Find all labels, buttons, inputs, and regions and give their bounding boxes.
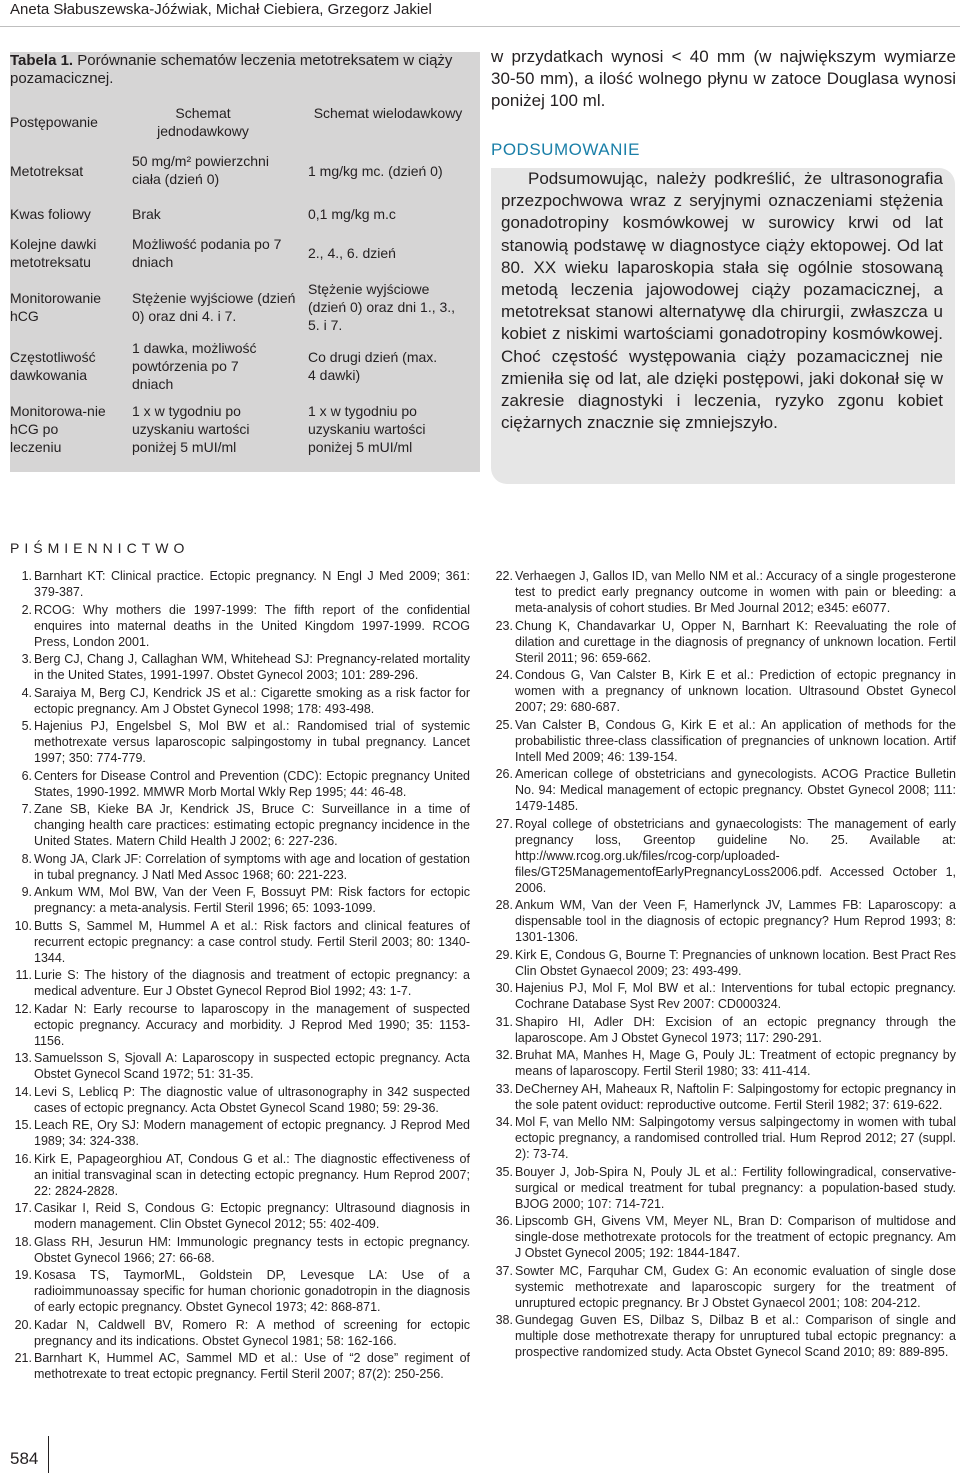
reference-item	[10, 1050, 470, 1082]
reference-item	[491, 1047, 956, 1079]
reference-item	[10, 1317, 470, 1349]
reference-text: Verhaegen J, Gallos ID, van Mello NM et al.: Accuracy of a single progesterone test to predict early pregnancy outcome in women with pain or bleeding: a meta-analysis of cohort studies. Br Med Journal 2012; e345: e6077.	[515, 569, 956, 615]
reference-item	[10, 884, 470, 916]
reference-item	[10, 718, 470, 766]
table-cell-r5c0: Monitorowa-nie hCG po leczeniu	[10, 403, 106, 455]
reference-item	[10, 685, 470, 717]
reference-number: 33.	[495, 1081, 513, 1096]
reference-number: 1.	[21, 569, 32, 583]
section-heading-summary: PODSUMOWANIE	[491, 140, 640, 159]
table-cell-r4c2: Co drugi dzień (max. 4 dawki)	[308, 349, 438, 383]
table-cell-r5c1: 1 x w tygodniu po uzyskaniu wartości poniżej 5 mUI/ml	[132, 403, 250, 455]
reference-number: 17.	[14, 1201, 32, 1215]
reference-text: Royal college of obstetricians and gynaecologists: The management of early pregnancy loss, Greentop guideline No. 25. Available at: http://www.rcog.org.uk/files/rcog-corp/uploaded-files/GT25ManagementofEarlyPregnancyLoss2006.pdf. Accessed October 1, 2006.	[515, 816, 956, 895]
reference-number: 22.	[495, 569, 513, 583]
reference-number: 12.	[14, 1001, 32, 1016]
reference-text: DeCherney AH, Maheaux R, Naftolin F: Salpingostomy for ectopic pregnancy in the sole patent oviduct: reproductive outcome. Fertil Steril 1982; 37: 619-622.	[515, 1081, 956, 1112]
reference-item	[491, 947, 956, 979]
summary-box	[491, 168, 955, 484]
table-cell-r2c0: Kolejne dawki metotreksatu	[10, 236, 97, 270]
reference-item	[10, 568, 470, 600]
reference-text: Kirk E, Condous G, Bourne T: Pregnancies of unknown location. Best Pract Res Clin Obstet Gynaecol 2009; 23: 493-499.	[515, 947, 956, 978]
table-cell-r3c0: Monitorowanie hCG	[10, 290, 102, 324]
reference-text: Ankum WM, Mol BW, Van der Veen F, Bossuyt PM: Risk factors for ectopic pregnancy: a meta-analysis. Fertil Steril 1996; 65: 1093-1099.	[34, 885, 470, 915]
reference-text: Butts S, Sammel M, Hummel A et al.: Risk factors and clinical features of recurrent ectopic pregnancy: a case control study. Fertil Steril 2003; 80: 1340-1344.	[34, 918, 470, 965]
reference-item	[10, 1234, 470, 1266]
running-header-authors: Aneta Słabuszewska-Jóźwiak, Michał Ciebiera, Grzegorz Jakiel	[10, 1, 432, 18]
reference-text: Hajenius PJ, Engelsbel S, Mol BW et al.: Randomised trial of systemic methotrexate versus laparoscopic salpingostomy in tubal pregnancy. Lancet 1997; 350: 774-779.	[34, 719, 470, 765]
table-cell-r2c2: 2., 4., 6. dzień	[308, 245, 396, 261]
table-cell-r3c1: Stężenie wyjściowe (dzień 0) oraz dni 4. i 7.	[132, 290, 296, 324]
reference-number: 14.	[14, 1084, 32, 1099]
page-number: 584	[10, 1449, 39, 1468]
reference-item	[10, 1117, 470, 1149]
reference-text: Zane SB, Kieke BA Jr, Kendrick JS, Bruce C: Surveillance in a time of changing health care practices: estimating ectopic pregnancy incidence in the United States. Matern Child Health J 2002; 6: 227-236.	[34, 802, 470, 848]
table-cell-r4c1: 1 dawka, możliwość powtórzenia po 7 dniach	[132, 340, 257, 392]
reference-number: 16.	[14, 1151, 32, 1166]
table-cell-r1c0: Kwas foliowy	[10, 206, 91, 222]
reference-number: 7.	[21, 802, 32, 816]
reference-item	[10, 1001, 470, 1049]
reference-number: 3.	[21, 652, 32, 666]
reference-item	[10, 1200, 470, 1232]
reference-number: 28.	[495, 898, 513, 912]
reference-number: 24.	[495, 668, 513, 682]
references-list-left	[10, 568, 470, 1384]
reference-number: 26.	[495, 767, 513, 781]
reference-item	[491, 980, 956, 1012]
reference-text: Sowter MC, Farquhar CM, Gudex G: An economic evaluation of single dose systemic methotrexate and laparoscopic surgery for the treatment of unruptured ectopic pregnancy. Br J Obstet Gynaecol 2001; 108: 204-212.	[515, 1263, 956, 1310]
reference-item	[491, 568, 956, 616]
table-cell-r2c1: Możliwość podania po 7 dniach	[132, 236, 282, 270]
reference-text: Samuelsson S, Sjovall A: Laparoscopy in suspected ectopic pregnancy. Acta Obstet Gynecol Scand 1972; 51: 31-35.	[34, 1051, 470, 1081]
reference-text: Lurie S: The history of the diagnosis and treatment of ectopic pregnancy: a medical adventure. Eur J Obstet Gynecol Reprod Biol 1992; 43: 1-7.	[34, 968, 470, 998]
reference-text: Kadar N: Early recourse to laparoscopy in the management of suspected ectopic pregnancy. Accuracy and morbidity. J Reprod Med 1990; 35: 1153-1156.	[34, 1001, 470, 1048]
table-header-multi-dose: Schemat wielodawkowy	[313, 105, 463, 121]
reference-item	[10, 1151, 470, 1199]
reference-number: 5.	[21, 719, 32, 733]
reference-number: 27.	[495, 816, 513, 831]
reference-text: Bouyer J, Job-Spira N, Pouly JL et al.: Fertility followingradical, conservative-surgical or medical treatment for tubal pregnancy: a population-based study. BJOG 2000; 107: 714-721.	[515, 1164, 956, 1211]
reference-number: 35.	[495, 1164, 513, 1179]
reference-item	[10, 1350, 470, 1382]
reference-text: Wong JA, Clark JF: Correlation of symptoms with age and location of gestation in tubal pregnancy. J Natl Med Assoc 1968; 60: 221-223.	[34, 851, 470, 882]
reference-text: Barnhart KT: Clinical practice. Ectopic pregnancy. N Engl J Med 2009; 361: 379-387.	[34, 569, 470, 599]
reference-item	[10, 918, 470, 966]
reference-number: 25.	[495, 717, 513, 732]
reference-text: Kirk E, Papageorghiou AT, Condous G et al.: The diagnostic effectiveness of an initial transvaginal scan in detecting ectopic pregnancy. Hum Reprod 2007; 22: 2824-2828.	[34, 1151, 470, 1198]
reference-text: American college of obstetricians and gynecologists. ACOG Practice Bulletin No. 94: Medical management of ectopic pregnancy. Obstet Gynecol 2008; 111: 1479-1485.	[515, 767, 956, 813]
reference-number: 20.	[14, 1317, 32, 1332]
reference-number: 15.	[14, 1118, 32, 1132]
reference-item	[10, 801, 470, 849]
reference-number: 9.	[21, 885, 32, 899]
table-header-procedure: Postępowanie	[10, 114, 98, 130]
reference-text: Glass RH, Jesurun HM: Immunologic pregnancy tests in ectopic pregnancy. Obstet Gynecol 1966; 27: 66-68.	[34, 1234, 470, 1265]
references-heading: PIŚMIENNICTWO	[10, 540, 190, 556]
comparison-table	[10, 52, 480, 472]
table-cell-r3c2: Stężenie wyjściowe (dzień 0) oraz dni 1., 3., 5. i 7.	[308, 281, 456, 333]
table-cell-r0c1: 50 mg/m² powierzchni ciała (dzień 0)	[132, 153, 269, 187]
reference-text: Shapiro HI, Adler DH: Excision of an ectopic pregnancy through the laparoscope. Am J Obstet Gynecol 1973; 117: 290-291.	[515, 1014, 956, 1045]
reference-item	[10, 1267, 470, 1315]
reference-item	[491, 1213, 956, 1261]
reference-number: 36.	[495, 1214, 513, 1228]
reference-number: 29.	[495, 947, 513, 962]
reference-item	[491, 1312, 956, 1360]
reference-number: 6.	[21, 768, 32, 783]
reference-number: 32.	[495, 1048, 513, 1062]
reference-text: Leach RE, Ory SJ: Modern management of ectopic pregnancy. J Reprod Med 1989; 34: 324-338.	[34, 1118, 470, 1148]
reference-item	[491, 618, 956, 666]
reference-text: Kadar N, Caldwell BV, Romero R: A method of screening for ectopic pregnancy and its indications. Obstet Gynecol 1981; 58: 162-166.	[34, 1317, 470, 1348]
header-divider	[0, 26, 960, 27]
reference-item	[10, 768, 470, 800]
reference-text: Hajenius PJ, Mol F, Mol BW et al.: Interventions for tubal ectopic pregnancy. Cochrane Database Syst Rev 2007: CD000324.	[515, 981, 956, 1011]
reference-text: Saraiya M, Berg CJ, Kendrick JS et al.: Cigarette smoking as a risk factor for ectopic pregnancy. Am J Obstet Gynecol 1998; 178: 493-498.	[34, 685, 470, 716]
table-cell-r1c2: 0,1 mg/kg m.c	[308, 206, 396, 222]
reference-number: 21.	[14, 1351, 32, 1365]
reference-item	[491, 717, 956, 765]
table-caption	[10, 52, 472, 88]
body-paragraph-continuation: w przydatkach wynosi < 40 mm (w największym wymiarze 30-50 mm), a ilość wolnego płynu w zatoce Douglasa wynosi poniżej 100 ml.	[491, 47, 956, 110]
reference-number: 4.	[21, 685, 32, 700]
reference-item	[491, 897, 956, 945]
reference-number: 37.	[495, 1263, 513, 1278]
reference-text: Levi S, Leblicq P: The diagnostic value of ultrasonography in 342 suspected cases of ectopic pregnancy. Acta Obstet Gynecol Scand 1980; 59: 29-36.	[34, 1084, 470, 1115]
reference-text: Van Calster B, Condous G, Kirk E et al.: An application of methods for the probabilistic three-class classification of pregnancies of unknown location. Artif Intell Med 2009; 46: 139-154.	[515, 717, 956, 764]
reference-item	[10, 967, 470, 999]
reference-item	[491, 766, 956, 814]
reference-text: Chung K, Chandavarkar U, Opper N, Barnhart K: Reevaluating the role of dilation and curettage in the diagnosis of pregnancy of unknown location. Fertil Steril 2011; 96: 659-662.	[515, 618, 956, 665]
reference-text: Bruhat MA, Manhes H, Mage G, Pouly JL: Treatment of ectopic pregnancy by means of laparoscopy. Fertil Steril 1980; 33: 411-414.	[515, 1048, 956, 1078]
reference-item	[491, 1263, 956, 1311]
reference-text: Lipscomb GH, Givens VM, Meyer NL, Bran D: Comparison of multidose and single-dose methotrexate protocols for the treatment of ectopic pregnancy. Am J Obstet Gynecol 2005; 192: 1844-1847.	[515, 1214, 956, 1260]
reference-item	[491, 667, 956, 715]
reference-item	[10, 651, 470, 683]
reference-text: Berg CJ, Chang J, Callaghan WM, Whitehead SJ: Pregnancy-related mortality in the United States, 1991-1997. Obstet Gynecol 2003; 101: 289-296.	[34, 652, 470, 682]
reference-item	[491, 1081, 956, 1113]
reference-item	[10, 851, 470, 883]
reference-number: 10.	[14, 918, 32, 933]
table-cell-r0c0: Metotreksat	[10, 163, 84, 179]
reference-number: 23.	[495, 618, 513, 633]
reference-number: 34.	[495, 1115, 513, 1129]
reference-item	[10, 602, 470, 650]
reference-item	[10, 1084, 470, 1116]
reference-number: 31.	[495, 1014, 513, 1029]
reference-text: Gundegag Guven ES, Dilbaz S, Dilbaz B et al.: Comparison of single and multiple dose methotrexate therapy for unruptured tubal ectopic pregnancy: a prospective randomized study. Acta Obstet Gynecol Scand 2010; 89: 889-895.	[515, 1313, 956, 1359]
reference-text: RCOG: Why mothers die 1997-1999: The fifth report of the confidential enquires into maternal deaths in the United Kingdom 1997-1999. RCOG Press, London 2001.	[34, 602, 470, 649]
reference-text: Centers for Disease Control and Prevention (CDC): Ectopic pregnancy United States, 1990-1992. MMWR Morb Mortal Wkly Rep 1995; 44: 46-48.	[34, 768, 470, 799]
reference-number: 2.	[21, 602, 32, 617]
reference-item	[491, 816, 956, 896]
reference-item	[491, 1114, 956, 1162]
reference-text: Ankum WM, Van der Veen F, Hamerlynck JV, Lammes FB: Laparoscopy: a dispensable tool in the diagnosis of ectopic pregnancy? Hum Reprod 1993; 8: 1301-1306.	[515, 898, 956, 944]
table-cell-r1c1: Brak	[132, 206, 161, 222]
summary-paragraph: Podsumowując, należy podkreślić, że ultrasonografia przezpochwowa wraz z seryjnymi oznaczeniami stężenia gonadotropiny kosmówkowej w surowicy krwi od lat stanowią podstawę w diagnostyce ciąży ektopowej. Od lat 80. XX wieku laparoskopia stała się ogólnie stosowaną metodą leczenia jajowodowej ciąży pozamacicznej, a metotreksat stanowi alternatywę dla chirurgii, zwłaszcza u kobiet z niskimi wartościami gonadotropiny kosmówkowej. Choć częstość występowania ciąży pozamacicznej nie zmieniła się od lat, ale dzięki postępowi, jaki dokonał się w zakresie diagnostyki i leczenia, ryzyko zgonu kobiet ciężarnych znacznie się zmniejszyło.	[501, 169, 943, 433]
reference-item	[491, 1014, 956, 1046]
references-list-right	[491, 568, 956, 1362]
table-caption-label: Tabela 1.	[10, 52, 74, 69]
reference-text: Casikar I, Reid S, Condous G: Ectopic pregnancy: Ultrasound diagnosis in modern management. Clin Obstet Gynecol 2012; 55: 402-409.	[34, 1201, 470, 1231]
reference-text: Mol F, van Mello NM: Salpingotomy versus salpingectomy in women with tubal ectopic pregnancy, a randomised controlled trial. Hum Reprod 2012; 27 (suppl. 2): 73-74.	[515, 1115, 956, 1161]
table-cell-r0c2: 1 mg/kg mc. (dzień 0)	[308, 163, 443, 179]
table-header-single-dose: Schemat jednodawkowy	[157, 105, 249, 139]
table-cell-r4c0: Częstotliwość dawkowania	[10, 349, 96, 383]
reference-number: 38.	[495, 1313, 513, 1327]
reference-text: Kosasa TS, TaymorML, Goldstein DP, Levesque LA: Use of a radioimmunoassay specific for human chorionic gonadotropin in the diagnosis of early ectopic pregnancy. Obstet Gynecol 1973; 42: 868-871.	[34, 1268, 470, 1314]
footer-divider	[48, 1436, 49, 1473]
reference-number: 30.	[495, 981, 513, 995]
reference-number: 11.	[15, 968, 32, 982]
reference-number: 8.	[21, 851, 32, 866]
reference-item	[491, 1164, 956, 1212]
reference-number: 19.	[14, 1268, 32, 1282]
table-cell-r5c2: 1 x w tygodniu po uzyskaniu wartości poniżej 5 mUI/ml	[308, 403, 426, 455]
reference-text: Barnhart K, Hummel AC, Sammel MD et al.: Use of “2 dose” regiment of methotrexate to treat ectopic pregnancy. Fertil Steril 2007; 87(2): 250-256.	[34, 1351, 470, 1381]
table-caption-text: Porównanie schematów leczenia metotreksatem w ciąży pozamacicznej.	[10, 52, 453, 87]
reference-number: 13.	[14, 1051, 32, 1065]
reference-number: 18.	[14, 1234, 32, 1249]
reference-text: Condous G, Van Calster B, Kirk E et al.: Prediction of ectopic pregnancy in women with a pregnancy of unknown location. Ultrasound Obstet Gynecol 2007; 29: 680-687.	[515, 668, 956, 714]
